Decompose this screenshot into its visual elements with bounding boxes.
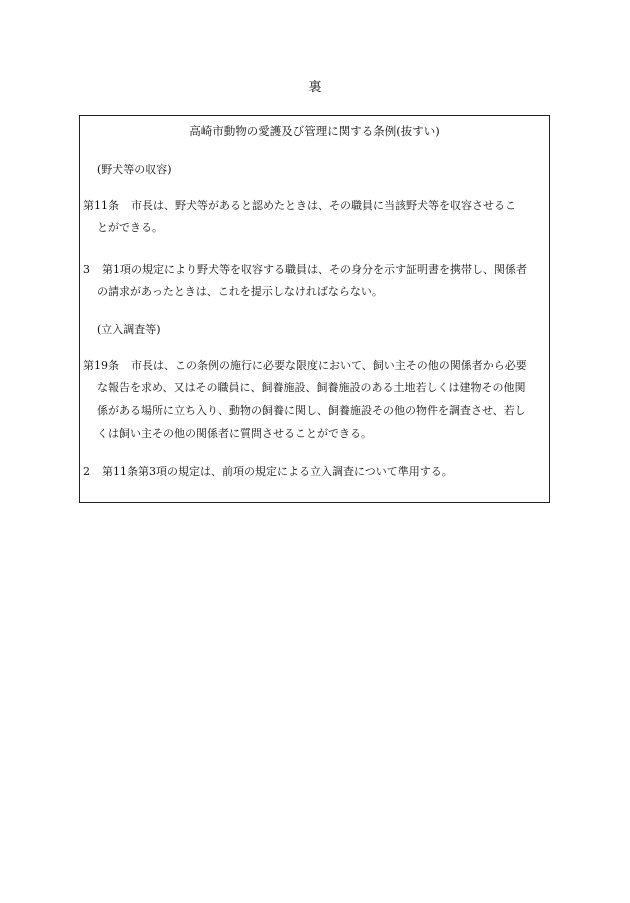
paragraph-3-number: 3 [83, 263, 90, 276]
paragraph-2-text: 第11条第3項の規定は、前項の規定による立入調査について準用する。 [102, 465, 453, 478]
article-11-line-1 [83, 199, 516, 213]
article-11-paragraph-3-line-2: の請求があったときは、これを提示しなければならない。 [97, 285, 383, 298]
article-11-line-2: とができる。 [97, 221, 163, 234]
article-19-line-3: 係がある場所に立ち入り、動物の飼養に関し、飼養施設その他の物件を調査させ、若し [97, 404, 526, 417]
article-11-number: 第11条 [83, 199, 119, 212]
excerpt-title: 高崎市動物の愛護及び管理に関する条例(抜すい) [189, 124, 440, 138]
article-19-line-2: な報告を求め、又はその職員に、飼養施設、飼養施設のある土地若しくは建物その他関 [97, 381, 526, 394]
section-caption-stray-dogs: (野犬等の収容) [97, 163, 172, 176]
article-19-text: 市長は、この条例の施行に必要な限度において、飼い主その他の関係者から必要 [131, 359, 527, 372]
article-11-text: 市長は、野犬等があると認めたときは、その職員に当該野犬等を収容させるこ [131, 199, 516, 212]
article-19-number: 第19条 [83, 359, 119, 372]
article-19-line-1 [83, 359, 527, 373]
section-caption-inspection: (立入調査等) [97, 323, 161, 336]
page-heading: 裏 [308, 80, 322, 95]
article-19-line-4: くは飼い主その他の関係者に質問させることができる。 [97, 427, 372, 440]
paragraph-2-number: 2 [83, 465, 90, 478]
article-19-paragraph-2 [83, 465, 453, 479]
paragraph-3-text: 第1項の規定により野犬等を収容する職員は、その身分を示す証明書を携帯し、関係者 [102, 263, 527, 276]
article-11-paragraph-3-line-1 [83, 263, 527, 277]
ordinance-excerpt-box [79, 115, 550, 503]
